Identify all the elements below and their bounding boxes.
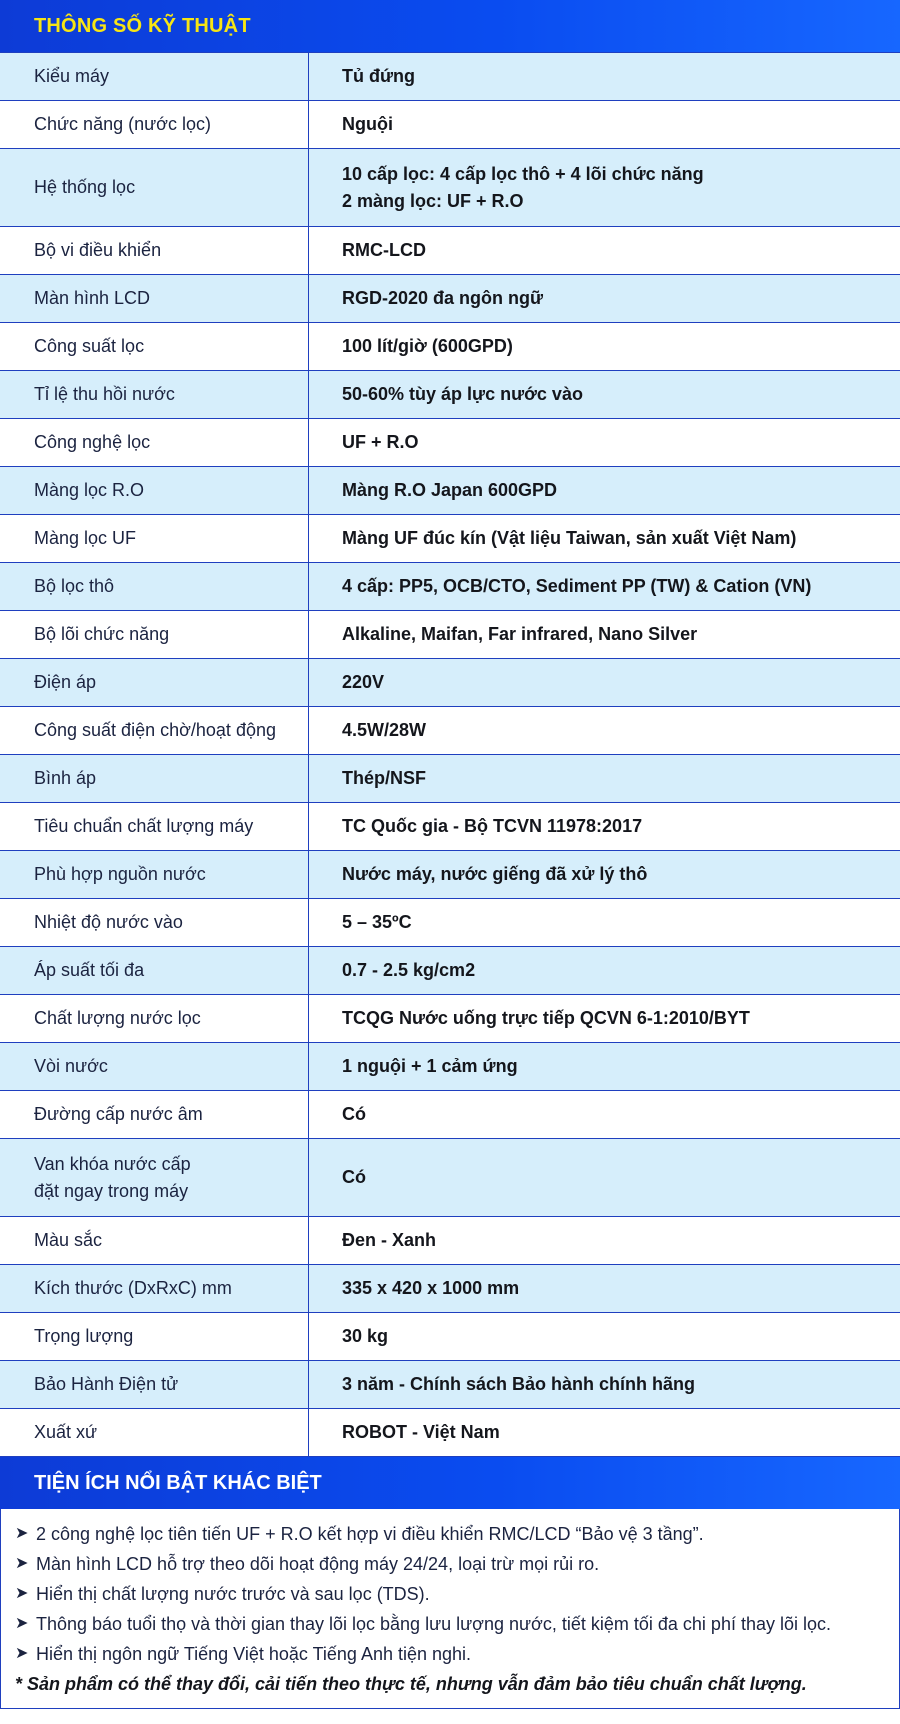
spec-label: Chất lượng nước lọc <box>0 995 309 1042</box>
spec-row <box>0 227 900 275</box>
feature-item <box>15 1639 887 1669</box>
spec-row <box>0 995 900 1043</box>
spec-label: Tiêu chuẩn chất lượng máy <box>0 803 309 850</box>
spec-value: Có <box>342 1167 366 1187</box>
spec-row <box>0 851 900 899</box>
spec-label: Trọng lượng <box>0 1313 309 1360</box>
spec-label: Áp suất tối đa <box>0 947 309 994</box>
spec-value: ROBOT - Việt Nam <box>342 1422 500 1442</box>
spec-row <box>0 149 900 227</box>
spec-label: Màng lọc UF <box>0 515 309 562</box>
spec-row <box>0 419 900 467</box>
feature-text: 2 công nghệ lọc tiên tiến UF + R.O kết hợp vi điều khiển RMC/LCD “Bảo vệ 3 tầng”. <box>36 1524 704 1544</box>
spec-row <box>0 803 900 851</box>
spec-label: Hệ thống lọc <box>0 149 309 226</box>
arrow-right-icon: ➤ <box>15 1555 29 1572</box>
arrow-right-icon: ➤ <box>15 1645 29 1662</box>
spec-value: Tủ đứng <box>342 66 416 86</box>
spec-value: TCQG Nước uống trực tiếp QCVN 6-1:2010/BYT <box>342 1008 750 1028</box>
spec-label: Bảo Hành Điện tử <box>0 1361 309 1408</box>
spec-value: Màng UF đúc kín (Vật liệu Taiwan, sản xuất Việt Nam) <box>342 528 797 548</box>
feature-text: Hiển thị ngôn ngữ Tiếng Việt hoặc Tiếng Anh tiện nghi. <box>36 1644 472 1664</box>
spec-table <box>0 52 900 1457</box>
spec-row <box>0 467 900 515</box>
feature-item <box>15 1579 887 1609</box>
spec-row <box>0 947 900 995</box>
spec-row <box>0 611 900 659</box>
spec-value: Màng R.O Japan 600GPD <box>342 480 558 500</box>
spec-label: Tỉ lệ thu hồi nước <box>0 371 309 418</box>
spec-row <box>0 1409 900 1457</box>
spec-row <box>0 275 900 323</box>
spec-label: Vòi nước <box>0 1043 309 1090</box>
spec-value: 50-60% tùy áp lực nước vào <box>342 384 583 404</box>
features-list <box>15 1519 887 1669</box>
spec-value: Có <box>342 1104 366 1124</box>
spec-value: 5 – 35ºC <box>342 912 412 932</box>
spec-label: Kích thước (DxRxC) mm <box>0 1265 309 1312</box>
spec-value: Alkaline, Maifan, Far infrared, Nano Silver <box>342 624 698 644</box>
features-header <box>0 1457 900 1509</box>
spec-value: 1 nguội + 1 cảm ứng <box>342 1056 518 1076</box>
spec-row <box>0 101 900 149</box>
spec-label: Kiểu máy <box>0 53 309 100</box>
spec-value: 0.7 - 2.5 kg/cm2 <box>342 960 476 980</box>
feature-item <box>15 1609 887 1639</box>
spec-row <box>0 1091 900 1139</box>
spec-value: 100 lít/giờ (600GPD) <box>342 336 513 356</box>
spec-row <box>0 1043 900 1091</box>
spec-value: Nguội <box>342 114 393 134</box>
spec-label: Màng lọc R.O <box>0 467 309 514</box>
spec-label: Bộ vi điều khiển <box>0 227 309 274</box>
spec-row <box>0 371 900 419</box>
spec-label: Phù hợp nguồn nước <box>0 851 309 898</box>
spec-label: Bình áp <box>0 755 309 802</box>
spec-row <box>0 707 900 755</box>
spec-value: 3 năm - Chính sách Bảo hành chính hãng <box>342 1374 696 1394</box>
spec-row <box>0 1361 900 1409</box>
spec-label: Xuất xứ <box>0 1409 309 1456</box>
feature-item <box>15 1519 887 1549</box>
feature-text: Hiển thị chất lượng nước trước và sau lọc (TDS). <box>36 1584 430 1604</box>
spec-label: Công nghệ lọc <box>0 419 309 466</box>
feature-text: Thông báo tuổi thọ và thời gian thay lõi lọc bằng lưu lượng nước, tiết kiệm tối đa chi phí thay lõi lọc. <box>36 1614 831 1634</box>
spec-label: Đường cấp nước âm <box>0 1091 309 1138</box>
specs-title: THÔNG SỐ KỸ THUẬT <box>34 14 251 37</box>
spec-row <box>0 515 900 563</box>
spec-value: Đen - Xanh <box>342 1230 437 1250</box>
spec-row <box>0 1313 900 1361</box>
disclaimer-note: * Sản phẩm có thể thay đổi, cải tiến theo thực tế, nhưng vẫn đảm bảo tiêu chuẩn chất lượng. <box>15 1674 807 1694</box>
spec-value: 335 x 420 x 1000 mm <box>342 1278 520 1298</box>
arrow-right-icon: ➤ <box>15 1615 29 1632</box>
specs-header <box>0 0 900 52</box>
spec-value: 4.5W/28W <box>342 720 427 740</box>
feature-item <box>15 1549 887 1579</box>
spec-value: 30 kg <box>342 1326 389 1346</box>
spec-row <box>0 53 900 101</box>
spec-row <box>0 659 900 707</box>
spec-value: 4 cấp: PP5, OCB/CTO, Sediment PP (TW) & Cation (VN) <box>342 576 812 596</box>
arrow-right-icon: ➤ <box>15 1585 29 1602</box>
feature-text: Màn hình LCD hỗ trợ theo dõi hoạt động máy 24/24, loại trừ mọi rủi ro. <box>36 1554 600 1574</box>
spec-label: Màu sắc <box>0 1217 309 1264</box>
spec-label: Bộ lõi chức năng <box>0 611 309 658</box>
spec-row <box>0 1139 900 1217</box>
spec-value: RGD-2020 đa ngôn ngữ <box>342 288 544 308</box>
spec-label: Điện áp <box>0 659 309 706</box>
features-title: TIỆN ÍCH NỔI BẬT KHÁC BIỆT <box>34 1471 322 1494</box>
spec-label: Công suất điện chờ/hoạt động <box>0 707 309 754</box>
spec-row <box>0 755 900 803</box>
features-box <box>0 1509 900 1709</box>
spec-value: 220V <box>342 672 385 692</box>
spec-value: UF + R.O <box>342 432 419 452</box>
spec-value: Thép/NSF <box>342 768 426 788</box>
features-section <box>0 1457 900 1709</box>
spec-value: TC Quốc gia - Bộ TCVN 11978:2017 <box>342 816 643 836</box>
spec-label: Màn hình LCD <box>0 275 309 322</box>
spec-label: Chức năng (nước lọc) <box>0 101 309 148</box>
spec-row <box>0 323 900 371</box>
spec-row <box>0 1217 900 1265</box>
spec-row <box>0 1265 900 1313</box>
spec-row <box>0 563 900 611</box>
spec-value: Nước máy, nước giếng đã xử lý thô <box>342 864 648 884</box>
spec-row <box>0 899 900 947</box>
spec-value: RMC-LCD <box>342 240 426 260</box>
spec-label: Công suất lọc <box>0 323 309 370</box>
spec-label: Nhiệt độ nước vào <box>0 899 309 946</box>
spec-label: Bộ lọc thô <box>0 563 309 610</box>
spec-value: 10 cấp lọc: 4 cấp lọc thô + 4 lõi chức năng 2 màng lọc: UF + R.O <box>342 163 704 211</box>
arrow-right-icon: ➤ <box>15 1525 29 1542</box>
spec-label: Van khóa nước cấp đặt ngay trong máy <box>0 1139 309 1216</box>
